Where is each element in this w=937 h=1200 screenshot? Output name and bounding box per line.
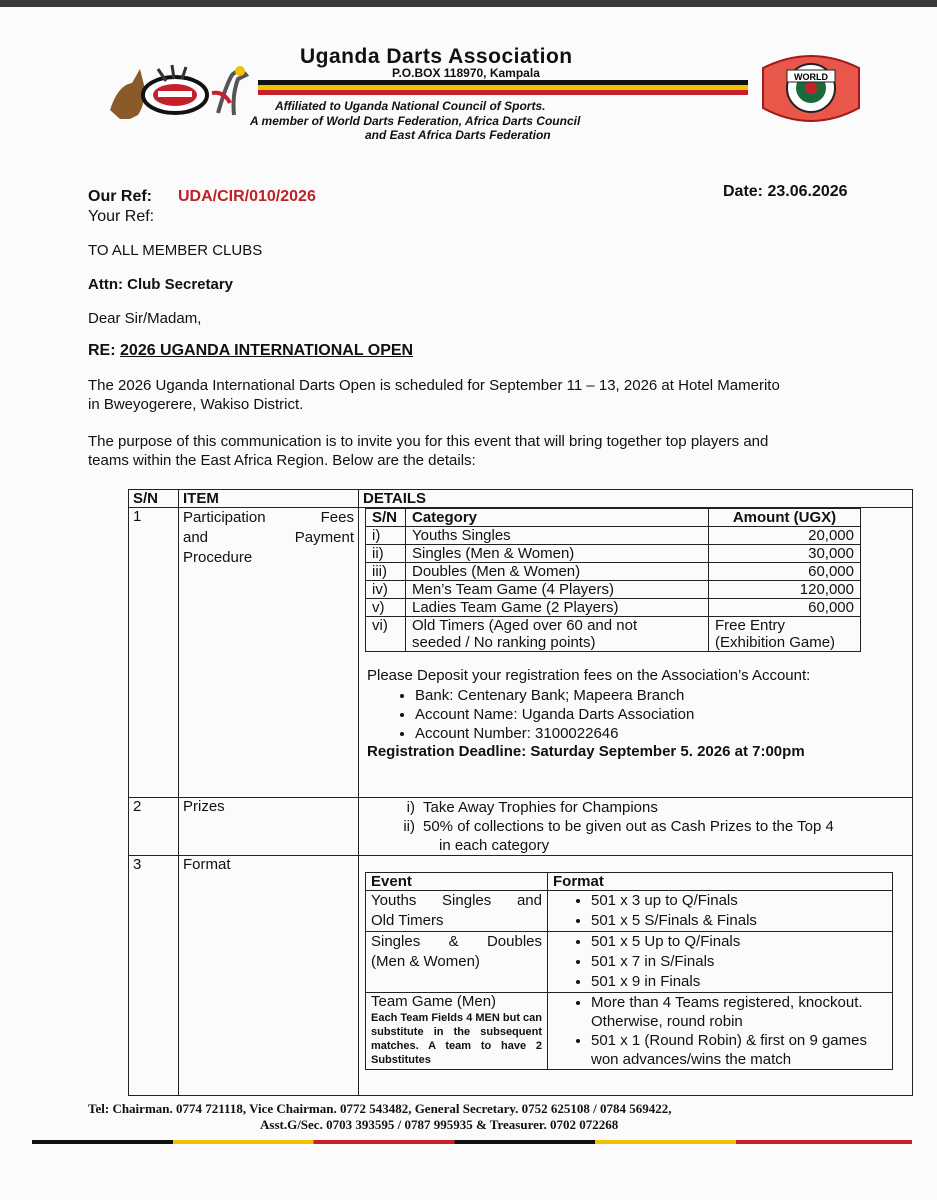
event-line: Old Timers: [371, 912, 444, 929]
affiliation-line-2: A member of World Darts Federation, Africa Darts Council: [250, 114, 581, 128]
prize-text: in each category: [439, 837, 550, 854]
event-line: Team Game (Men): [371, 993, 497, 1010]
your-ref: Your Ref:: [88, 208, 155, 225]
format-rule: • 501 x 5 S/Finals & Finals: [591, 911, 887, 931]
fee-category: Ladies Team Game (2 Players): [406, 599, 709, 617]
fees-header-sn: S/N: [366, 509, 406, 527]
subject-title: 2026 UGANDA INTERNATIONAL OPEN: [120, 342, 414, 359]
fee-sn: v): [366, 599, 406, 617]
header-sn: S/N: [129, 490, 179, 508]
fees-header-amount: Amount (UGX): [709, 509, 861, 527]
paragraph-line: in Bweyogerere, Wakiso District.: [88, 396, 304, 413]
prize-text: Take Away Trophies for Champions: [423, 799, 658, 816]
row-item-prizes: Prizes: [179, 798, 359, 856]
fee-category: Doubles (Men & Women): [406, 563, 709, 581]
paragraph-invitation: [88, 432, 768, 470]
format-header: [366, 873, 893, 891]
event-line: (Men & Women): [371, 953, 480, 970]
fee-category-line: Old Timers (Aged over 60 and not: [412, 617, 638, 634]
header-details: DETAILS: [359, 490, 913, 508]
format-rule: • 501 x 3 up to Q/Finals: [591, 891, 887, 911]
format-row-team: [366, 993, 893, 1070]
fee-sn: i): [366, 527, 406, 545]
paragraph-schedule: [88, 376, 780, 414]
footer-contacts-line-1: Tel: Chairman. 0774 721118, Vice Chairman. 0772 543482, General Secretary. 0752 625108 / 0784 569422,: [88, 1101, 672, 1116]
event-line: Youths Singles and: [371, 892, 542, 909]
fee-category: Youths Singles: [406, 527, 709, 545]
our-ref-label: Our Ref:: [88, 188, 152, 205]
paragraph-line: The 2026 Uganda International Darts Open is scheduled for September 11 – 13, 2026 at Hotel Mamerito: [88, 377, 780, 394]
footer-contacts-line-2: Asst.G/Sec. 0703 393595 / 0787 995935 & Treasurer. 0702 072268: [260, 1117, 619, 1132]
item-word: Fees: [320, 509, 354, 526]
format-row-singles-doubles: [366, 932, 893, 993]
fee-amount: 60,000: [709, 563, 861, 581]
format-table: [365, 872, 893, 1070]
world-darts-badge: [755, 48, 867, 130]
fees-row: [366, 581, 861, 599]
prize-item: [363, 817, 908, 836]
row-details-prizes: [359, 798, 913, 856]
format-event: [366, 932, 548, 993]
registration-deadline: Registration Deadline: Saturday September 5. 2026 at 7:00pm: [367, 743, 805, 760]
header-item: ITEM: [179, 490, 359, 508]
subject-label: RE:: [88, 342, 116, 359]
salutation: Dear Sir/Madam,: [88, 310, 202, 327]
table-row-fees: [129, 508, 913, 798]
fee-amount-line: (Exhibition Game): [715, 634, 836, 651]
prize-number: ii): [403, 818, 415, 835]
account-name: • Account Name: Uganda Darts Association: [415, 705, 908, 724]
fees-row: [366, 617, 861, 652]
fee-sn: vi): [366, 617, 406, 652]
attention-line: Attn: Club Secretary: [88, 276, 234, 293]
flag-stripe-red: [258, 90, 748, 95]
deposit-instruction: Please Deposit your registration fees on the Association’s Account:: [367, 667, 811, 684]
org-name: Uganda Darts Association: [300, 45, 573, 68]
crested-crane-logo: [100, 55, 260, 130]
item-word: Procedure: [183, 549, 253, 566]
fee-amount: 20,000: [709, 527, 861, 545]
row-details-format: [359, 856, 913, 1096]
paragraph-line: The purpose of this communication is to invite you for this event that will bring together top players and: [88, 433, 769, 450]
affiliation-line-1: Affiliated to Uganda National Council of Sports.: [275, 99, 546, 113]
prize-number: i): [406, 799, 415, 816]
item-word: Participation: [183, 509, 266, 526]
row-item-fees: [179, 508, 359, 798]
fee-amount: [709, 617, 861, 652]
details-table-header: [129, 490, 913, 508]
format-header-format: Format: [548, 873, 893, 891]
table-row-format: [129, 856, 913, 1096]
team-note: Each Team Fields 4 MEN but can substitute in the subsequent matches. A team to have 2 Substitutes: [371, 1012, 542, 1066]
table-row-prizes: [129, 798, 913, 856]
format-rules: [548, 932, 893, 993]
format-row-youths: [366, 891, 893, 932]
fees-row: [366, 527, 861, 545]
fee-category-line: seeded / No ranking points): [412, 634, 596, 651]
fees-header: [366, 509, 861, 527]
event-line: Singles & Doubles: [371, 933, 542, 950]
fee-category: Men’s Team Game (4 Players): [406, 581, 709, 599]
format-rule: • More than 4 Teams registered, knockout. Otherwise, round robin: [591, 993, 887, 1031]
item-word: and: [183, 529, 209, 546]
prize-item: [363, 798, 908, 817]
format-rules: [548, 993, 893, 1070]
fee-sn: iii): [366, 563, 406, 581]
fee-amount-line: Free Entry: [715, 617, 786, 634]
fee-sn: iv): [366, 581, 406, 599]
prize-text: 50% of collections to be given out as Cash Prizes to the Top 4: [423, 818, 834, 835]
details-table: [128, 489, 913, 1096]
row-item-format: Format: [179, 856, 359, 1096]
row-sn: 1: [129, 508, 179, 798]
paragraph-line: teams within the East Africa Region. Below are the details:: [88, 452, 476, 469]
letter-date: Date: 23.06.2026: [723, 183, 848, 200]
format-rule: • 501 x 5 Up to Q/Finals: [591, 932, 887, 952]
format-rule: • 501 x 7 in S/Finals: [591, 952, 887, 972]
row-sn: 3: [129, 856, 179, 1096]
format-event: [366, 891, 548, 932]
fees-row: [366, 545, 861, 563]
affiliation-line-3: and East Africa Darts Federation: [365, 128, 551, 142]
account-number: • Account Number: 3100022646: [415, 724, 908, 743]
badge-word: WORLD: [794, 72, 828, 82]
format-rule: • 501 x 9 in Finals: [591, 972, 887, 992]
fees-row: [366, 599, 861, 617]
format-header-event: Event: [366, 873, 548, 891]
row-sn: 2: [129, 798, 179, 856]
fee-amount: 120,000: [709, 581, 861, 599]
fee-amount: 60,000: [709, 599, 861, 617]
format-event: [366, 993, 548, 1070]
our-ref-value: UDA/CIR/010/2026: [178, 188, 316, 205]
fee-sn: ii): [366, 545, 406, 563]
row-details-fees: [359, 508, 913, 798]
footer-flag-stripe: [32, 1140, 912, 1144]
fees-table: [365, 508, 861, 652]
item-word: Payment: [294, 529, 354, 546]
bank-name: • Bank: Centenary Bank; Mapeera Branch: [415, 686, 908, 705]
addressee: TO ALL MEMBER CLUBS: [88, 242, 263, 259]
format-rule: • 501 x 1 (Round Robin) & first on 9 games won advances/wins the match: [591, 1031, 887, 1069]
org-pobox: P.O.BOX 118970, Kampala: [392, 66, 540, 80]
format-rules: [548, 891, 893, 932]
fees-row: [366, 563, 861, 581]
fee-category: [406, 617, 709, 652]
fee-amount: 30,000: [709, 545, 861, 563]
top-edge-bar: [0, 0, 937, 7]
fees-header-category: Category: [406, 509, 709, 527]
bank-details-list: [363, 686, 908, 743]
subject-line: [88, 342, 413, 360]
fee-category: Singles (Men & Women): [406, 545, 709, 563]
